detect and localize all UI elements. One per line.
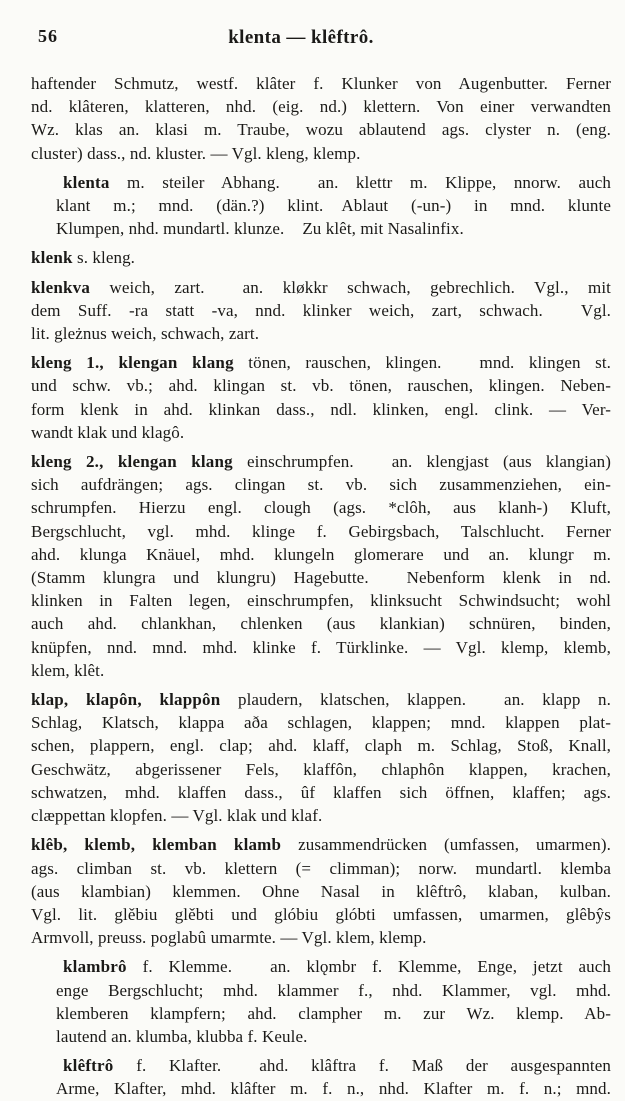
text-line: klemberen klampfern; ahd. clampher m. zur Wz. klemp. Ab- [56, 1003, 611, 1023]
sentence-gap [442, 367, 480, 368]
text-line: kleng 2., klengan klang einschrumpfen. an. klengjast (aus klangian) [31, 452, 611, 472]
entry-kleb [31, 833, 611, 949]
headword: klêb, klemb, klemban klamb [31, 835, 282, 855]
headword: kleng 2., klengan klang [31, 452, 233, 472]
text-line: klap, klapôn, klappôn plaudern, klatschen, klappen. an. klapp n. [31, 690, 611, 710]
page-body [31, 72, 611, 1101]
text-line: sich aufdrängen; ags. clingan st. vb. sich zusammenziehen, ein- [31, 475, 611, 495]
text-line: lautend an. klumba, klubba f. Keule. [56, 1026, 308, 1046]
text-line: auch ahd. chlankhan, chlenken (aus klankian) schnüren, binden, [31, 614, 611, 634]
headword: klap, klapôn, klappôn [31, 690, 221, 710]
entry-continuation-klater [31, 72, 611, 165]
sentence-gap [280, 187, 318, 188]
text-line: schen, plappern, engl. clap; ahd. klaff, claph m. Schlag, Stoß, Knall, [31, 736, 611, 756]
text-line: schrumpfen. Hierzu engl. clough (ags. *clôh, aus klanh-) Kluft, [31, 498, 611, 518]
sentence-gap [221, 1070, 259, 1071]
text-line: Armvoll, preuss. poglabû umarmte. — Vgl. klem, klemp. [31, 928, 427, 948]
text-line: Klumpen, nhd. mundartl. klunze. Zu klêt, mit Nasalinfix. [56, 219, 464, 239]
text-line: klambrô f. Klemme. an. klǫmbr f. Klemme, Enge, jetzt auch [63, 957, 611, 977]
text-line: lit. gleżnus weich, schwach, zart. [31, 324, 260, 344]
headword: klambrô [63, 957, 127, 977]
text-line: ags. climban st. vb. klettern (= climman); norw. mundartl. klemba [31, 858, 611, 878]
text-line: Wz. klas an. klasi m. Traube, wozu ablautend ags. clyster n. (eng. [31, 120, 611, 140]
sentence-gap [369, 582, 407, 583]
text-line: klêb, klemb, klemban klamb zusammendrücken (umfassen, umarmen). [31, 835, 611, 855]
text-line: ahd. klunga Knäuel, mhd. klungeln glomerare und an. klungr m. [31, 544, 611, 564]
text-line: wandt klak und klagô. [31, 422, 185, 442]
entry-kleng-1 [31, 351, 611, 444]
sentence-gap [284, 233, 302, 234]
entry-klenkva [31, 276, 611, 346]
text-line: dem Suff. -ra statt -va, nnd. klinker weich, zart, schwach. Vgl. [31, 300, 611, 320]
text-line: Schlag, Klatsch, klappa aða schlagen, klappen; mnd. klappen plat- [31, 713, 611, 733]
headword: klêftrô [63, 1056, 114, 1076]
text-line: klenta m. steiler Abhang. an. klettr m. Klippe, nnorw. auch [63, 172, 612, 192]
text-line: klant m.; mnd. (dän.?) klint. Ablaut (-un-) in mnd. klunte [56, 196, 611, 216]
text-line: und schw. vb.; ahd. klingan st. vb. tönen, rauschen, klingen. Neben- [31, 376, 611, 396]
sentence-gap [205, 292, 243, 293]
text-line: (aus klambian) klemmen. Ohne Nasal in klêftrô, klaban, kulban. [31, 881, 611, 901]
text-line: (Stamm klungra und klungru) Hagebutte. Nebenform klenk in nd. [31, 568, 611, 588]
entry-klambro [56, 955, 611, 1048]
sentence-gap [548, 88, 566, 89]
sentence-gap [323, 210, 341, 211]
text-line: enge Bergschlucht; mhd. klammer f., nhd. Klammer, vgl. mhd. [56, 980, 611, 1000]
text-line: klêftrô f. Klafter. ahd. klâftra f. Maß der ausgespannten [63, 1056, 611, 1076]
entry-kleftro [56, 1054, 611, 1100]
text-line: klinken in Falten legen, einschrumpfen, klinksucht Schwindsucht; wohl [31, 591, 611, 611]
text-line: klem, klêt. [31, 660, 105, 680]
text-line: knüpfen, nnd. mnd. mhd. klinke f. Türklinke. — Vgl. klemp, klemb, [31, 637, 611, 657]
text-line: Arme, Klafter, mhd. klâfter m. f. n., nhd. Klafter m. f. n.; mnd. [56, 1079, 611, 1099]
headword: klenk [31, 248, 73, 268]
text-line: haftender Schmutz, westf. klâter f. Klunker von Augenbutter. Ferner [31, 74, 611, 93]
sentence-gap [354, 466, 392, 467]
headword: klenkva [31, 277, 91, 297]
text-line: kleng 1., klengan klang tönen, rauschen, klingen. mnd. klingen st. [31, 353, 612, 373]
headword: klenta [63, 172, 110, 192]
page-number: 56 [38, 26, 58, 46]
text-line: Geschwätz, abgerissener Fels, klaffôn, chlaphôn klappen, krachen, [31, 759, 611, 779]
text-line: Bergschlucht, vgl. mhd. klinge f. Gebirgsbach, Talschlucht. Ferner [31, 521, 611, 541]
text-line: nd. klâteren, klatteren, nhd. (eig. nd.) klettern. Von einer verwandten [31, 97, 611, 117]
running-header: klenta — klêftrô. [228, 27, 374, 48]
entry-klap [31, 688, 611, 827]
entry-klenta [56, 171, 611, 241]
text-line: Vgl. lit. glěbiu glěbti und glóbiu glóbti umfassen, umarmen, glêbŷs [31, 904, 611, 924]
sentence-gap [543, 315, 581, 316]
page-header [31, 26, 611, 56]
entry-klenk [31, 246, 611, 269]
entry-kleng-2 [31, 450, 611, 682]
text-line: cluster) dass., nd. kluster. — Vgl. kleng, klemp. [31, 143, 361, 163]
text-line: clæppettan klopfen. — Vgl. klak und klaf. [31, 806, 323, 826]
text-line: form klenk in ahd. klinkan dass., ndl. klinken, engl. clink. — Ver- [31, 399, 611, 419]
sentence-gap [232, 971, 270, 972]
text-line: schwatzen, mhd. klaffen dass., ûf klaffen sich öffnen, klaffen; ags. [31, 782, 611, 802]
text-line: klenkva weich, zart. an. kløkkr schwach, gebrechlich. Vgl., mit [31, 277, 611, 297]
headword: kleng 1., klengan klang [31, 353, 234, 373]
text-line: klenk s. kleng. [31, 248, 136, 268]
sentence-gap [466, 704, 504, 705]
